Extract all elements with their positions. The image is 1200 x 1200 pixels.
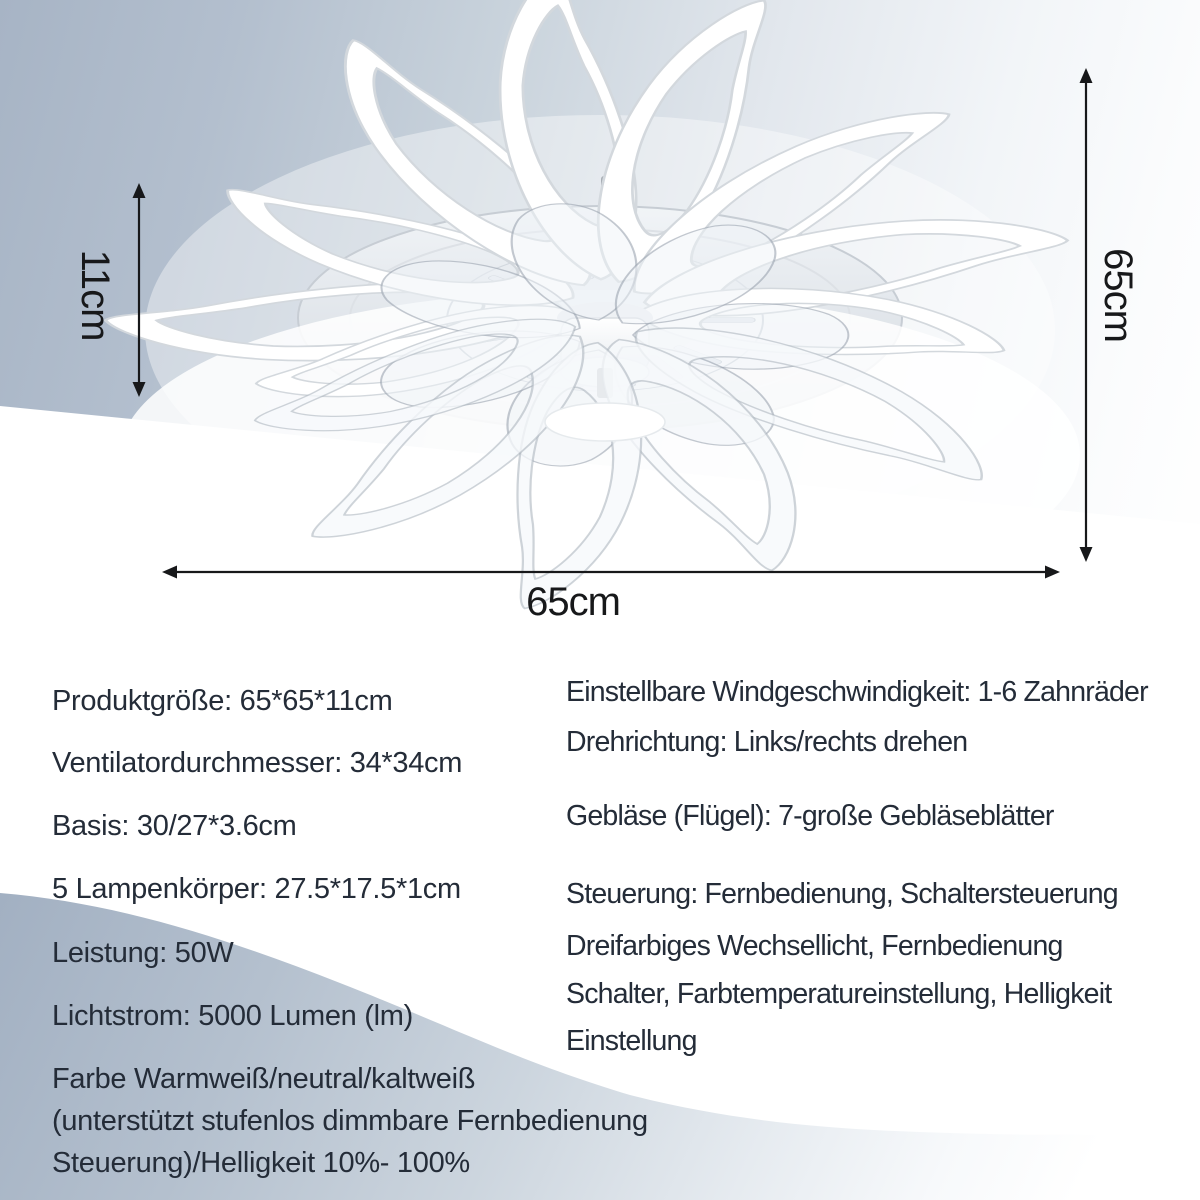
spec-line-left: Leistung: 50W — [52, 937, 234, 969]
width-dimension-label: 65cm — [526, 580, 620, 624]
spec-line-left: Farbe Warmweiß/neutral/kaltweiß — [52, 1063, 476, 1095]
spec-line-left: Ventilatordurchmesser: 34*34cm — [52, 747, 463, 779]
spec-line-right: Steuerung: Fernbedienung, Schaltersteuerung — [566, 878, 1118, 910]
spec-line-left: Basis: 30/27*3.6cm — [52, 810, 297, 842]
spec-line-right: Dreifarbiges Wechsellicht, Fernbedienung — [566, 930, 1063, 962]
spec-line-right: Gebläse (Flügel): 7-große Gebläseblätter — [566, 800, 1054, 832]
spec-line-left: (unterstützt stufenlos dimmbare Fernbedienung — [52, 1105, 648, 1137]
spec-line-left: Steuerung)/Helligkeit 10%- 100% — [52, 1147, 470, 1179]
spec-line-right: Drehrichtung: Links/rechts drehen — [566, 726, 968, 758]
spec-line-left: Produktgröße: 65*65*11cm — [52, 685, 393, 717]
side-height-dimension-label: 65cm — [1096, 248, 1140, 342]
side-height-dimension-arrow — [1080, 68, 1093, 562]
spec-line-left: 5 Lampenkörper: 27.5*17.5*1cm — [52, 873, 461, 905]
height-dimension-arrow — [133, 183, 146, 397]
height-dimension-label: 11cm — [73, 249, 117, 341]
width-dimension-arrow — [162, 566, 1060, 579]
spec-line-right: Schalter, Farbtemperatureinstellung, Helligkeit — [566, 978, 1112, 1010]
spec-line-right: Einstellung — [566, 1025, 697, 1057]
spec-line-right: Einstellbare Windgeschwindigkeit: 1-6 Zahnräder — [566, 676, 1148, 708]
spec-line-left: Lichtstrom: 5000 Lumen (lm) — [52, 1000, 413, 1032]
